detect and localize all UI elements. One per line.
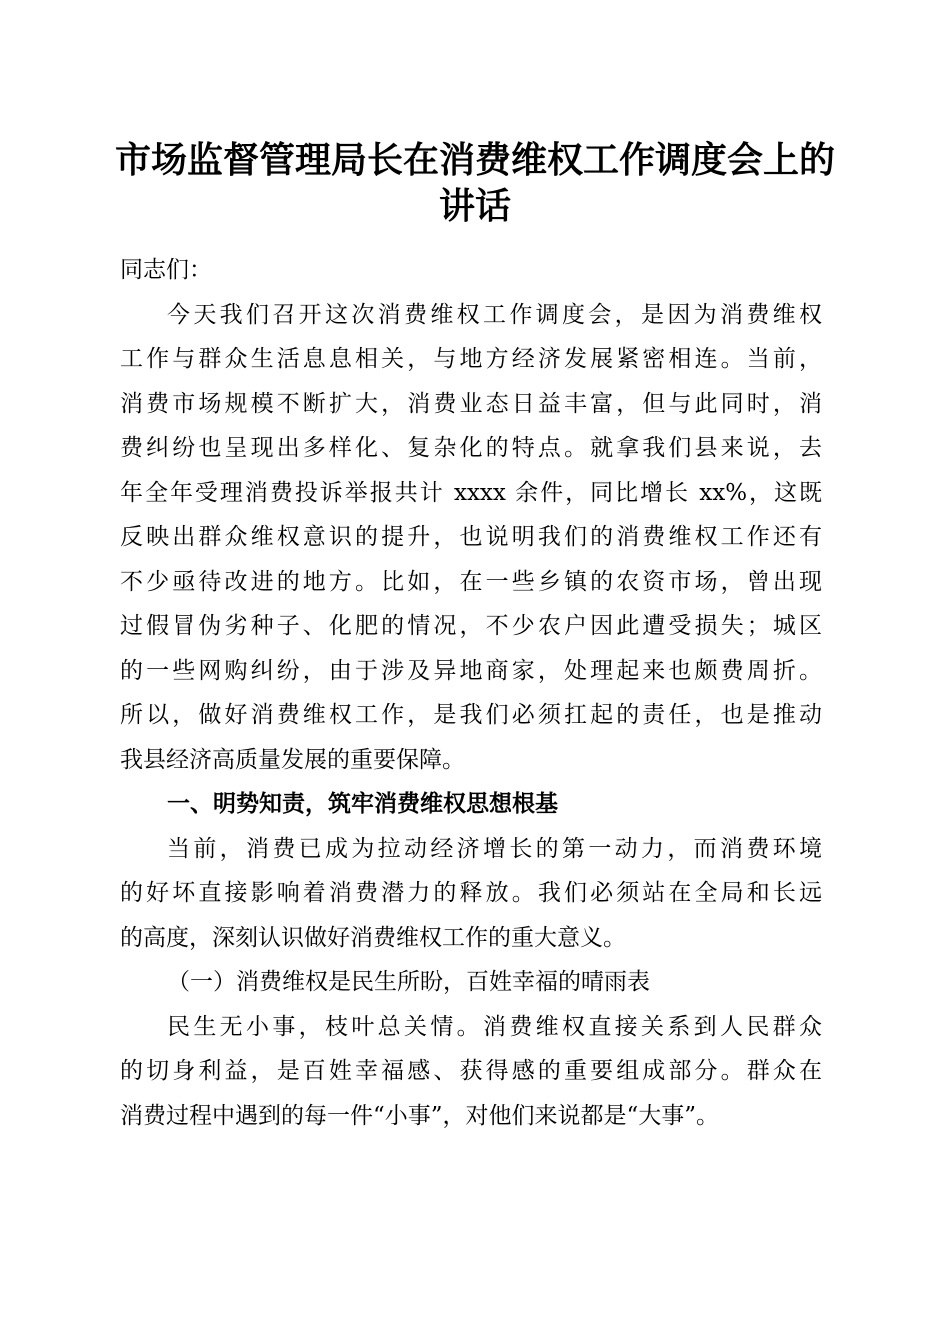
text-line: 不少亟待改进的地方。比如，在一些乡镇的农资市场，曾出现 (120, 568, 822, 595)
section-heading (120, 782, 822, 827)
text-line: 一、明势知责，筑牢消费维权思想根基 (167, 791, 558, 817)
text-line: 所以，做好消费维权工作，是我们必须扛起的责任，也是推动 (120, 702, 822, 728)
text-line: 今天我们召开这次消费维权工作调度会，是因为消费维权 (167, 301, 822, 328)
title-line-2: 讲话 (438, 185, 511, 227)
text-line: 我县经济高质量发展的重要保障。 (120, 746, 465, 773)
title-line-1: 市场监督管理局长在消费维权工作调度会上的 (114, 139, 835, 181)
text-line: 的高度，深刻认识做好消费维权工作的重大意义。 (120, 924, 626, 951)
subsection-heading (120, 960, 822, 1005)
paragraph (120, 827, 822, 961)
text-line: 民生无小事，枝叶总关情。消费维权直接关系到人民群众 (167, 1013, 822, 1040)
paragraph (120, 293, 822, 783)
text-line: （一）消费维权是民生所盼，百姓幸福的晴雨表 (167, 969, 650, 995)
text-line: 的一些网购纠纷，由于涉及异地商家，处理起来也颇费周折。 (120, 657, 822, 684)
text-line: 反映出群众维权意识的提升，也说明我们的消费维权工作还有 (120, 524, 822, 550)
text-line: 当前，消费已成为拉动经济增长的第一动力，而消费环境 (167, 835, 822, 862)
paragraph (120, 1005, 822, 1139)
text-line: 年全年受理消费投诉举报共计 xxxx 余件，同比增长 xx%，这既 (120, 479, 822, 506)
text-line: 消费过程中遇到的每一件“小事”，对他们来说都是“大事”。 (120, 1102, 720, 1129)
document-title (100, 137, 850, 229)
text-line: 工作与群众生活息息相关，与地方经济发展紧密相连。当前， (120, 346, 822, 372)
text-line: 的好坏直接影响着消费潜力的释放。我们必须站在全局和长远 (120, 880, 822, 906)
text-line: 费纠纷也呈现出多样化、复杂化的特点。就拿我们县来说，去 (120, 435, 822, 461)
text-line: 的切身利益，是百姓幸福感、获得感的重要组成部分。群众在 (120, 1058, 822, 1084)
text-line: 消费市场规模不断扩大，消费业态日益丰富，但与此同时，消 (120, 390, 822, 417)
salutation: 同志们： (120, 257, 212, 283)
text-line: 过假冒伪劣种子、化肥的情况，不少农户因此遭受损失；城区 (120, 613, 822, 639)
document-body (120, 248, 822, 1138)
